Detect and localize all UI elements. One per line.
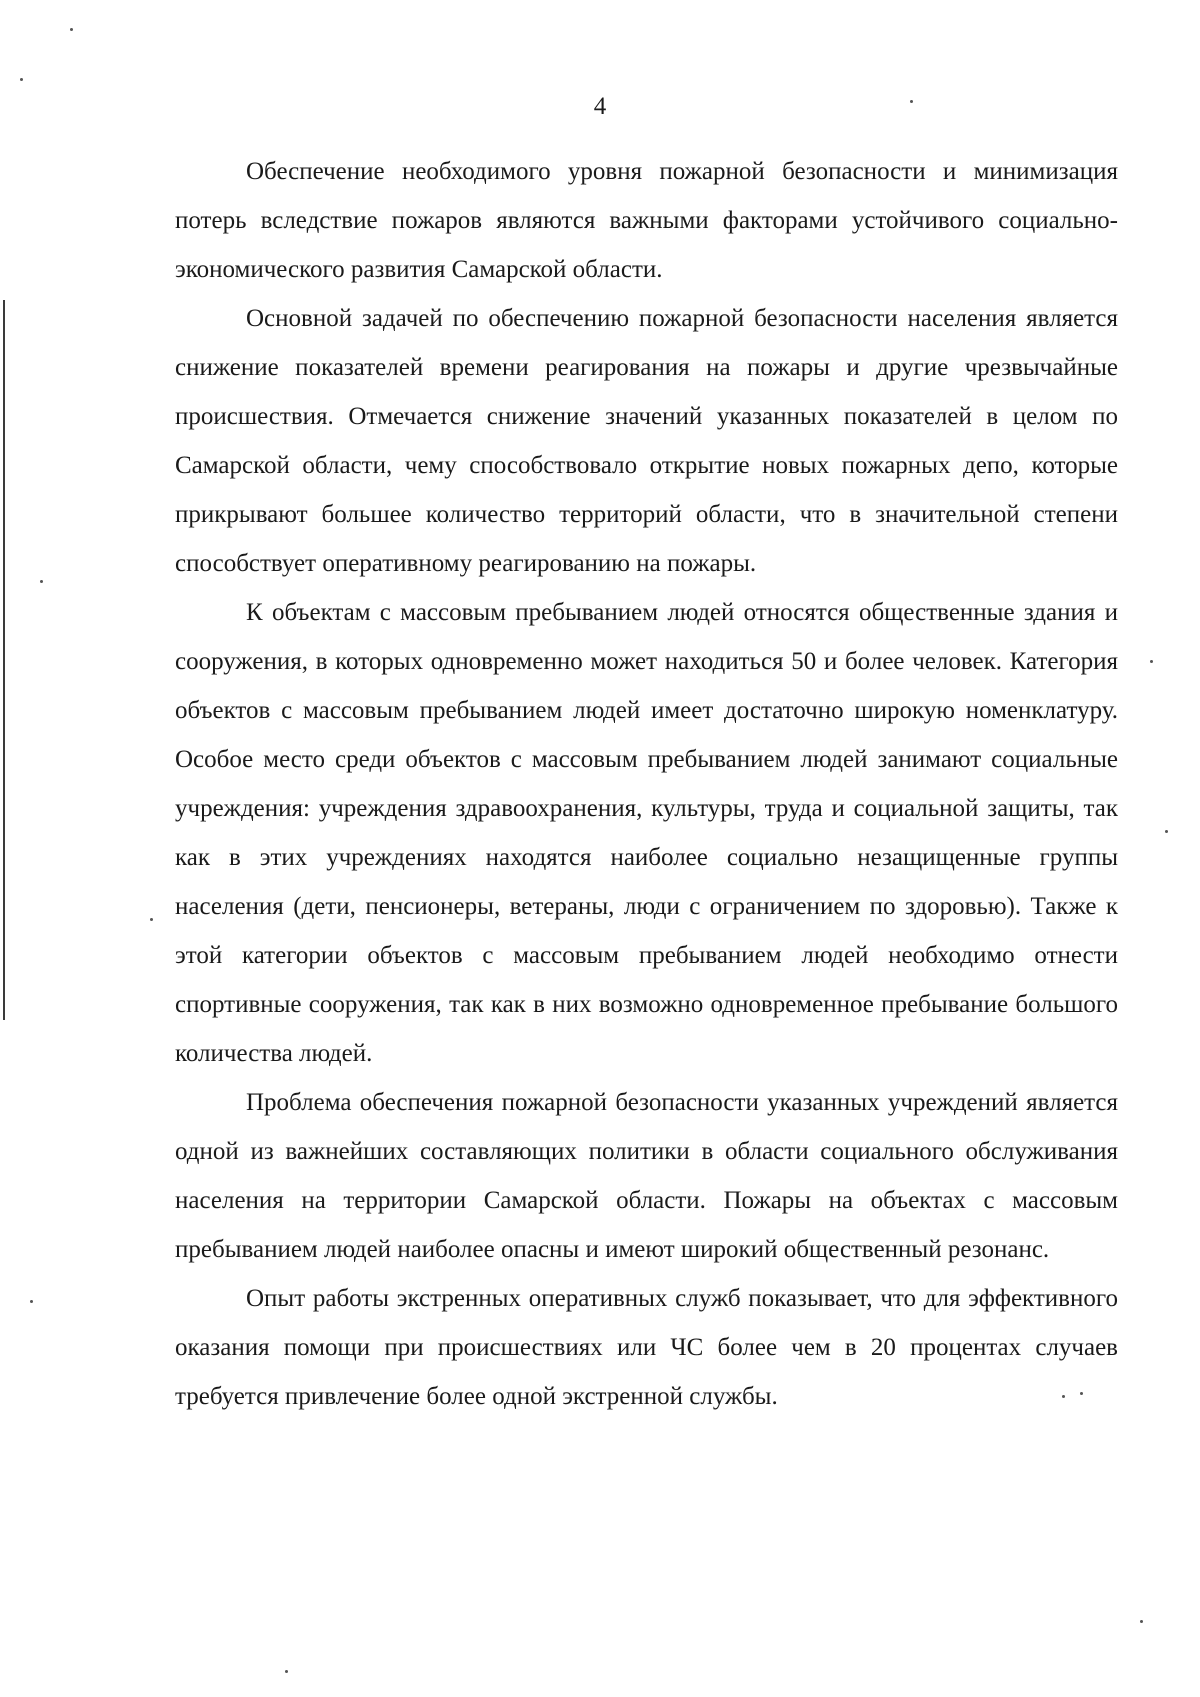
- scan-speck: [285, 1670, 288, 1673]
- page-number: 4: [593, 93, 607, 120]
- paragraph-emergency-services: Опыт работы экстренных оперативных служб показывает, что для эффективного оказания помощи при происшествиях или ЧС более чем в 20 процентах случаев требуется привлечение более одной экстренной службы.: [175, 1285, 1118, 1410]
- paragraph-mass-occupancy-objects: К объектам с массовым пребыванием людей относятся общественные здания и сооружения, в которых одновременно может находиться 50 и более человек. Категория объектов с массовым пребыванием людей имеет достаточно широкую номенклатуру. Особое место среди объектов с массовым пребыванием людей занимают социальные учреждения: учреждения здравоохранения, культуры, труда и социальной защиты, так как в этих учреждениях находятся наиболее социально незащищенные группы населения (дети, пенсионеры, ветераны, люди с ограничением по здоровью). Также к этой категории объектов с массовым пребыванием людей необходимо отнести спортивные сооружения, так как в них возможно одновременное пребывание большого количества людей.: [175, 599, 1118, 1067]
- scan-speck: [30, 1300, 33, 1303]
- scan-speck: [150, 918, 153, 921]
- scan-edge-line: [3, 300, 5, 1020]
- paragraph-fire-safety-goals: Обеспечение необходимого уровня пожарной безопасности и минимизация потерь вследствие пожаров являются важными факторами устойчивого социально-экономического развития Самарской области.: [175, 158, 1118, 283]
- scan-speck: [1150, 660, 1153, 663]
- scan-speck: [1165, 830, 1168, 833]
- scan-speck: [40, 580, 43, 583]
- scan-speck: [20, 78, 23, 81]
- scan-speck: [70, 28, 73, 31]
- document-body: [175, 147, 1118, 1421]
- paragraph-response-time: Основной задачей по обеспечению пожарной безопасности населения является снижение показателей времени реагирования на пожары и другие чрезвычайные происшествия. Отмечается снижение значений указанных показателей в целом по Самарской области, чему способствовало открытие новых пожарных депо, которые прикрывают большее количество территорий области, что в значительной степени способствует оперативному реагированию на пожары.: [175, 305, 1118, 577]
- paragraph-social-institutions-problem: Проблема обеспечения пожарной безопасности указанных учреждений является одной из важнейших составляющих политики в области социального обслуживания населения на территории Самарской области. Пожары на объектах с массовым пребыванием людей наиболее опасны и имеют широкий общественный резонанс.: [175, 1089, 1118, 1263]
- scan-speck: [1140, 1620, 1143, 1623]
